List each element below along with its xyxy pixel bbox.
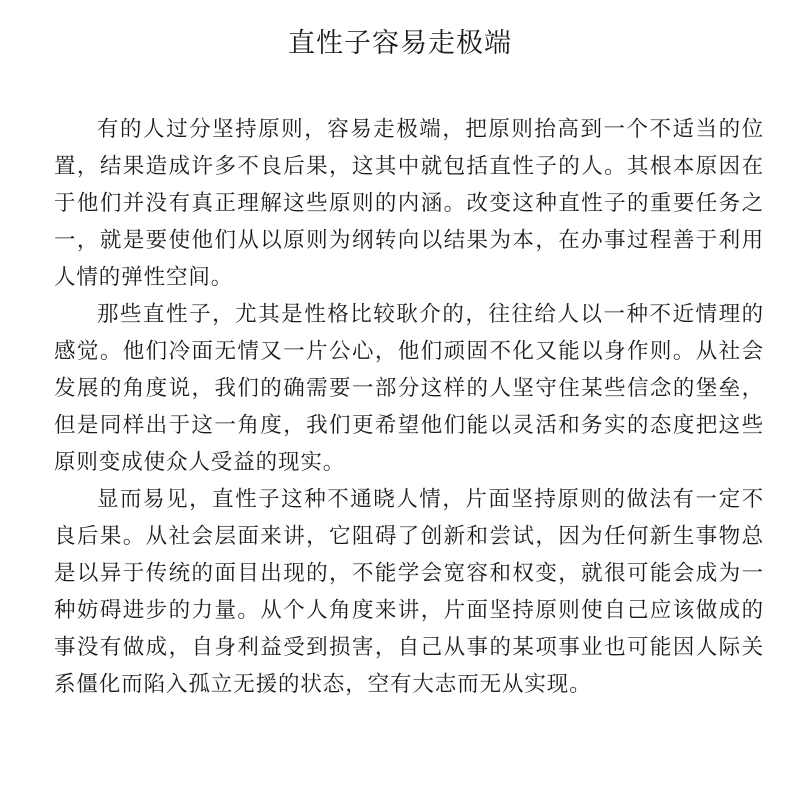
paragraph-3: 显而易见，直性子这种不通晓人情，片面坚持原则的做法有一定不良后果。从社会层面来讲，它阻碍了创新和尝试，因为任何新生事物总是以异于传统的面目出现的，不能学会宽容和权变，就很可能会成为一种妨碍进步的力量。从个人角度来讲，片面坚持原则使自己应该做成的事没有做成，自身利益受到损害，自己从事的某项事业也可能因人际关系僵化而陷入孤立无援的状态，空有大志而无从实现。	[54, 487, 764, 697]
paragraph-1: 有的人过分坚持原则，容易走极端，把原则抬高到一个不适当的位置，结果造成许多不良后果，这其中就包括直性子的人。其根本原因在于他们并没有真正理解这些原则的内涵。改变这种直性子的重要任务之一，就是要使他们从以原则为纲转向以结果为本，在办事过程善于利用人情的弹性空间。	[54, 117, 764, 290]
paragraph-2: 那些直性子，尤其是性格比较耿介的，往往给人以一种不近情理的感觉。他们冷面无情又一片公心，他们顽固不化又能以身作则。从社会发展的角度说，我们的确需要一部分这样的人坚守住某些信念的堡垒，但是同样出于这一角度，我们更希望他们能以灵活和务实的态度把这些原则变成使众人受益的现实。	[54, 302, 764, 475]
document-body	[54, 111, 764, 703]
document-title: 直性子容易走极端	[288, 28, 512, 59]
